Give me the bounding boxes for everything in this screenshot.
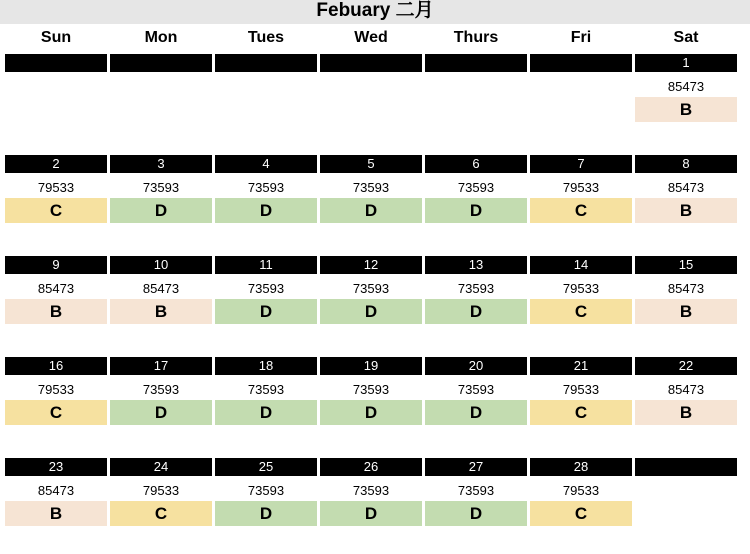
day-code: 79533 — [5, 379, 107, 400]
row-spacer — [5, 526, 107, 554]
day-number: 15 — [635, 256, 737, 274]
day-code: 73593 — [320, 480, 422, 501]
day-number: 13 — [425, 256, 527, 274]
day-number-blank — [110, 54, 212, 72]
day-number-blank — [530, 54, 632, 72]
day-grade: B — [635, 400, 737, 425]
day-number-blank — [320, 54, 422, 72]
day-number: 18 — [215, 357, 317, 375]
row-spacer — [5, 425, 107, 453]
empty-cell — [635, 501, 737, 526]
day-number: 2 — [5, 155, 107, 173]
day-number: 20 — [425, 357, 527, 375]
empty-cell — [110, 76, 212, 97]
day-code: 85473 — [635, 177, 737, 198]
row-spacer — [530, 324, 632, 352]
day-grade: B — [5, 299, 107, 324]
row-spacer — [425, 122, 527, 150]
row-spacer — [5, 122, 107, 150]
empty-cell — [215, 76, 317, 97]
empty-cell — [635, 480, 737, 501]
day-grade: C — [5, 400, 107, 425]
day-number: 27 — [425, 458, 527, 476]
day-code: 73593 — [320, 177, 422, 198]
day-number: 14 — [530, 256, 632, 274]
day-number: 4 — [215, 155, 317, 173]
day-grade: D — [215, 501, 317, 526]
day-number-blank — [215, 54, 317, 72]
day-number-blank — [5, 54, 107, 72]
day-code: 73593 — [425, 379, 527, 400]
row-spacer — [320, 223, 422, 251]
day-grade: D — [425, 299, 527, 324]
empty-cell — [425, 97, 527, 122]
day-code: 73593 — [110, 177, 212, 198]
row-spacer — [215, 526, 317, 554]
weekday-header-thurs: Thurs — [425, 26, 527, 49]
empty-cell — [530, 76, 632, 97]
day-code: 85473 — [5, 278, 107, 299]
row-spacer — [215, 223, 317, 251]
day-number: 23 — [5, 458, 107, 476]
day-code: 79533 — [530, 177, 632, 198]
row-spacer — [215, 122, 317, 150]
row-spacer — [320, 122, 422, 150]
calendar-title: Febuary 二月 — [0, 0, 750, 24]
day-number-blank — [425, 54, 527, 72]
row-spacer — [425, 425, 527, 453]
day-code: 85473 — [5, 480, 107, 501]
day-grade: D — [215, 400, 317, 425]
row-spacer — [110, 425, 212, 453]
weekday-header-sun: Sun — [5, 26, 107, 49]
day-code: 73593 — [425, 278, 527, 299]
row-spacer — [215, 425, 317, 453]
day-number: 6 — [425, 155, 527, 173]
day-grade: D — [320, 501, 422, 526]
day-code: 73593 — [215, 379, 317, 400]
day-grade: D — [320, 198, 422, 223]
day-code: 79533 — [5, 177, 107, 198]
row-spacer — [530, 425, 632, 453]
day-grade: B — [635, 97, 737, 122]
row-spacer — [425, 526, 527, 554]
day-number: 7 — [530, 155, 632, 173]
day-code: 85473 — [635, 379, 737, 400]
day-number: 5 — [320, 155, 422, 173]
empty-cell — [5, 76, 107, 97]
day-grade: B — [635, 299, 737, 324]
day-grade: B — [5, 501, 107, 526]
row-spacer — [320, 324, 422, 352]
day-number: 9 — [5, 256, 107, 274]
day-number: 1 — [635, 54, 737, 72]
weekday-header-tues: Tues — [215, 26, 317, 49]
row-spacer — [425, 324, 527, 352]
row-spacer — [530, 223, 632, 251]
day-code: 79533 — [530, 379, 632, 400]
day-number: 25 — [215, 458, 317, 476]
row-spacer — [635, 425, 737, 453]
day-number: 22 — [635, 357, 737, 375]
day-number: 24 — [110, 458, 212, 476]
day-grade: D — [110, 198, 212, 223]
row-spacer — [110, 324, 212, 352]
day-grade: B — [110, 299, 212, 324]
calendar-grid — [5, 26, 737, 554]
weekday-header-mon: Mon — [110, 26, 212, 49]
day-number: 17 — [110, 357, 212, 375]
empty-cell — [110, 97, 212, 122]
day-grade: C — [530, 299, 632, 324]
day-code: 73593 — [215, 480, 317, 501]
day-number: 26 — [320, 458, 422, 476]
day-number: 3 — [110, 155, 212, 173]
day-grade: C — [530, 198, 632, 223]
day-number: 16 — [5, 357, 107, 375]
row-spacer — [5, 223, 107, 251]
day-code: 85473 — [110, 278, 212, 299]
weekday-header-sat: Sat — [635, 26, 737, 49]
day-number: 11 — [215, 256, 317, 274]
day-grade: C — [530, 400, 632, 425]
row-spacer — [530, 526, 632, 554]
day-grade: D — [110, 400, 212, 425]
day-grade: C — [110, 501, 212, 526]
day-grade: D — [425, 501, 527, 526]
weekday-header-wed: Wed — [320, 26, 422, 49]
day-code: 73593 — [425, 480, 527, 501]
day-code: 79533 — [530, 480, 632, 501]
day-grade: C — [5, 198, 107, 223]
day-grade: B — [635, 198, 737, 223]
day-grade: D — [320, 299, 422, 324]
day-number: 12 — [320, 256, 422, 274]
day-code: 73593 — [320, 278, 422, 299]
row-spacer — [530, 122, 632, 150]
day-number: 10 — [110, 256, 212, 274]
row-spacer — [635, 324, 737, 352]
day-grade: D — [425, 400, 527, 425]
day-grade: D — [425, 198, 527, 223]
day-number: 19 — [320, 357, 422, 375]
day-number-blank — [635, 458, 737, 476]
day-grade: D — [320, 400, 422, 425]
empty-cell — [530, 97, 632, 122]
row-spacer — [110, 223, 212, 251]
day-code: 85473 — [635, 76, 737, 97]
row-spacer — [635, 526, 737, 554]
empty-cell — [215, 97, 317, 122]
day-number: 8 — [635, 155, 737, 173]
day-grade: D — [215, 198, 317, 223]
row-spacer — [110, 122, 212, 150]
day-grade: C — [530, 501, 632, 526]
empty-cell — [5, 97, 107, 122]
day-code: 73593 — [215, 177, 317, 198]
empty-cell — [320, 97, 422, 122]
row-spacer — [110, 526, 212, 554]
day-code: 73593 — [110, 379, 212, 400]
day-number: 28 — [530, 458, 632, 476]
row-spacer — [320, 425, 422, 453]
day-code: 79533 — [530, 278, 632, 299]
day-number: 21 — [530, 357, 632, 375]
row-spacer — [635, 223, 737, 251]
day-code: 73593 — [425, 177, 527, 198]
day-code: 73593 — [215, 278, 317, 299]
row-spacer — [635, 122, 737, 150]
day-code: 73593 — [320, 379, 422, 400]
day-code: 79533 — [110, 480, 212, 501]
row-spacer — [320, 526, 422, 554]
weekday-header-fri: Fri — [530, 26, 632, 49]
day-code: 85473 — [635, 278, 737, 299]
row-spacer — [215, 324, 317, 352]
row-spacer — [425, 223, 527, 251]
empty-cell — [320, 76, 422, 97]
row-spacer — [5, 324, 107, 352]
day-grade: D — [215, 299, 317, 324]
empty-cell — [425, 76, 527, 97]
